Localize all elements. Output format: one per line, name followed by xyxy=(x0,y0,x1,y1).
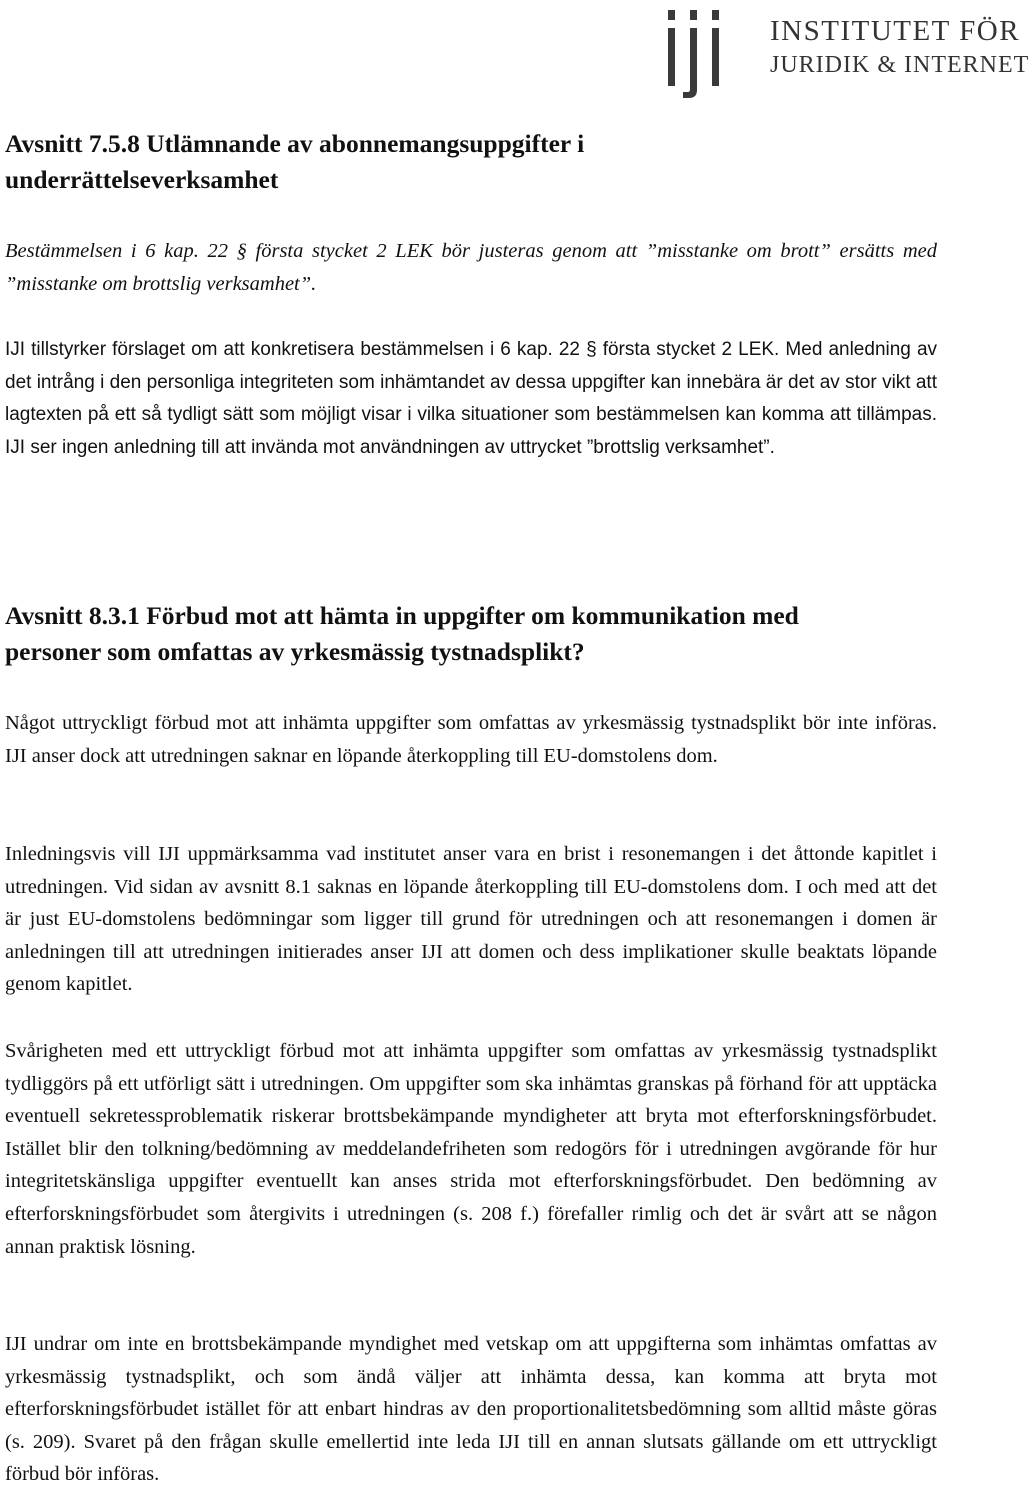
section-8-3-1-paragraph-1 xyxy=(5,707,937,772)
section-heading-line-2: underrättelseverksamhet xyxy=(5,165,279,194)
proposal-text: Bestämmelsen i 6 kap. 22 § första stycket 2 LEK bör justeras genom att ”misstanke om brott” ersätts med ”misstanke om brottslig verksamhet”. xyxy=(5,240,937,295)
comment-body: Med anledning av det intrång i den personliga integriteten som inhämtandet av dessa uppgifter kan innebära är det av stor vikt att lagtexten på ett så tydligt sätt som möjligt visar i vilka situationer som bestämmelsen kan komma att tillämpas. xyxy=(5,339,938,426)
comment-end: IJI ser ingen anledning till att invända mot användningen av uttrycket ”brottslig verksamhet”. xyxy=(5,436,775,458)
section-7-5-8-heading xyxy=(5,126,937,198)
section-heading-line-1: Avsnitt 7.5.8 Utlämnande av abonnemangsuppgifter i xyxy=(5,129,585,158)
section-7-5-8-proposal xyxy=(5,235,937,300)
section-8-3-1-paragraph-3 xyxy=(5,1035,937,1263)
section-heading-line-1: Avsnitt 8.3.1 Förbud mot att hämta in uppgifter om kommunikation med xyxy=(5,601,799,630)
paragraph: Något uttryckligt förbud mot att inhämta uppgifter som omfattas av yrkesmässig tystnadsplikt bör inte införas. IJI anser dock att utredningen saknar en löpande återkoppling till EU-domstolens dom. xyxy=(5,712,937,767)
comment-first-sentence: IJI tillstyrker förslaget om att konkretisera bestämmelsen i 6 kap. 22 § första stycket 2 LEK. xyxy=(5,339,780,360)
paragraph: Inledningsvis vill IJI uppmärksamma vad institutet anser vara en brist i resonemangen i det åttonde kapitlet i utredningen. Vid sidan av avsnitt 8.1 saknas en löpande återkoppling till EU-domstolens dom. I och med att det är just EU-domstolens bedömningar som ligger till grund för utredningen och att resonemangen i domen är anledningen till att utredningen initierades anser IJI att domen och dess implikationer skulle beaktats löpande genom kapitlet. xyxy=(5,843,937,996)
paragraph: IJI undrar om inte en brottsbekämpande myndighet med vetskap om att uppgifterna som inhämtas omfattas av yrkesmässig tystnadsplikt, och som ändå väljer att inhämta dessa, kan komma att bryta mot efterforskningsförbudet istället för att enbart hindras av den proportionalitetsbedömning som alltid måste göras (s. 209). Svaret på den frågan skulle emellertid inte leda IJI till en annan slutsats gällande om ett uttryckligt förbud bör införas. xyxy=(5,1333,937,1486)
section-8-3-1-paragraph-2 xyxy=(5,838,937,1001)
section-8-3-1-heading xyxy=(5,598,937,670)
comment-paragraph xyxy=(5,334,937,464)
logo-wordmark xyxy=(770,14,1029,80)
section-heading-line-2: personer som omfattas av yrkesmässig tystnadsplikt? xyxy=(5,637,585,666)
logo-line-2: JURIDIK & INTERNET xyxy=(770,52,1029,78)
paragraph: Svårigheten med ett uttryckligt förbud mot att inhämta uppgifter som omfattas av yrkesmässig tystnadsplikt tydliggörs på ett utförligt sätt i utredningen. Om uppgifter som ska inhämtas granskas på förhand för att upptäcka eventuell sekretessproblematik riskerar brottsbekämpande myndigheter att bryta mot efterforskningsförbudet. Istället blir den tolkning/bedömning av meddelandefriheten som redogörs för i utredningen avgörande för hur integritetskänsliga uppgifter eventuellt kan anses strida mot efterforskningsförbudet. Den bedömning av efterforskningsförbudet som återgivits i utredningen (s. 208 f.) förefaller rimlig och det är svårt att se någon annan praktisk lösning. xyxy=(5,1040,937,1258)
section-7-5-8-comment xyxy=(5,334,937,464)
institute-logo xyxy=(662,4,1029,100)
iji-logo-mark xyxy=(662,4,762,100)
logo-line-1: INSTITUTET FÖR xyxy=(770,15,1021,47)
section-8-3-1-paragraph-4 xyxy=(5,1328,937,1491)
